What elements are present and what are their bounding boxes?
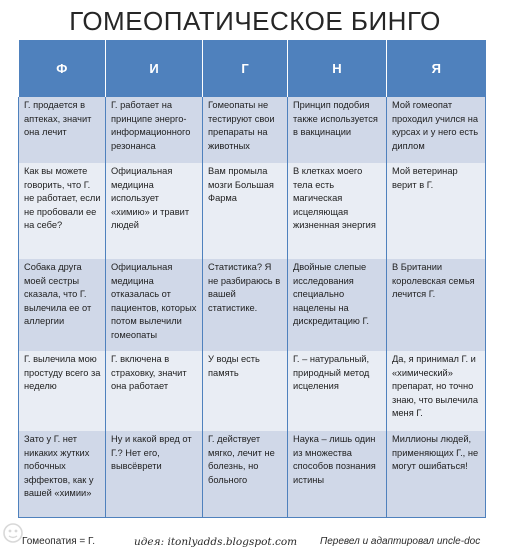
bingo-cell: Вам промыла мозги Большая Фарма — [203, 163, 288, 259]
bingo-cell: У воды есть память — [203, 351, 288, 431]
page-title: ГОМЕОПАТИЧЕСКОЕ БИНГО — [69, 6, 441, 36]
footer-translator-credit: Перевел и адаптировал uncle-doc — [320, 536, 481, 547]
bingo-cell: Принцип подобия также используется в вакцинации — [288, 97, 387, 163]
bingo-cell: В Британии королевская семья лечится Г. — [387, 259, 486, 351]
column-header-i: И — [106, 40, 203, 97]
table-row — [19, 351, 486, 431]
bingo-cell: Как вы можете говорить, что Г. не работает, если не пробовали ее на себе? — [19, 163, 106, 259]
bingo-table — [18, 40, 486, 518]
bingo-cell: Да, я принимал Г. и «химический» препарат, но точно знаю, что вылечила меня Г. — [387, 351, 486, 431]
bingo-cell: Собака друга моей сестры сказала, что Г. вылечила ее от аллергии — [19, 259, 106, 351]
bingo-cell: Гомеопаты не тестируют свои препараты на животных — [203, 97, 288, 163]
bingo-cell: Наука – лишь один из множества способов познания истины — [288, 431, 387, 517]
bingo-cell: Г. – натуральный, природный метод исцеления — [288, 351, 387, 431]
bingo-cell: Г. включена в страховку, значит она работает — [106, 351, 203, 431]
bingo-cell: В клетках моего тела есть магическая исцеляющая жизненная энергия — [288, 163, 387, 259]
bingo-cell: Официальная медицина использует «химию» и травит людей — [106, 163, 203, 259]
footer-idea-credit: идея: itonlyadds.blogspot.com — [134, 536, 298, 548]
bingo-cell: Зато у Г. нет никаких жутких побочных эффектов, как у вашей «химии» — [19, 431, 106, 517]
bingo-cell: Официальная медицина отказалась от пациентов, которых потом вылечили гомеопаты — [106, 259, 203, 351]
column-header-n: Н — [288, 40, 387, 97]
column-header-g: Г — [203, 40, 288, 97]
bingo-cell: Мой гомеопат проходил учился на курсах и у него есть диплом — [387, 97, 486, 163]
bingo-cell: Г. продается в аптеках, значит она лечит — [19, 97, 106, 163]
footer-legend: Гомеопатия = Г. — [22, 536, 96, 547]
column-header-f: Ф — [19, 40, 106, 97]
bingo-cell: Миллионы людей, применяющих Г., не могут ошибаться! — [387, 431, 486, 517]
table-row — [19, 431, 486, 517]
bingo-cell: Двойные слепые исследования специально нацелены на дискредитацию Г. — [288, 259, 387, 351]
bingo-cell: Ну и какой вред от Г.? Нет его, вывсёврети — [106, 431, 203, 517]
table-row — [19, 97, 486, 163]
bingo-cell: Статистика? Я не разбираюсь в вашей статистике. — [203, 259, 288, 351]
watermark-icon — [2, 522, 24, 544]
bingo-cell: Мой ветеринар верит в Г. — [387, 163, 486, 259]
table-row — [19, 259, 486, 351]
bingo-cell: Г. вылечила мою простуду всего за неделю — [19, 351, 106, 431]
table-row — [19, 163, 486, 259]
column-header-ya: Я — [387, 40, 486, 97]
bingo-cell: Г. работает на принципе энерго-информационного резонанса — [106, 97, 203, 163]
bingo-cell: Г. действует мягко, лечит не болезнь, но больного — [203, 431, 288, 517]
header-row — [19, 40, 486, 97]
